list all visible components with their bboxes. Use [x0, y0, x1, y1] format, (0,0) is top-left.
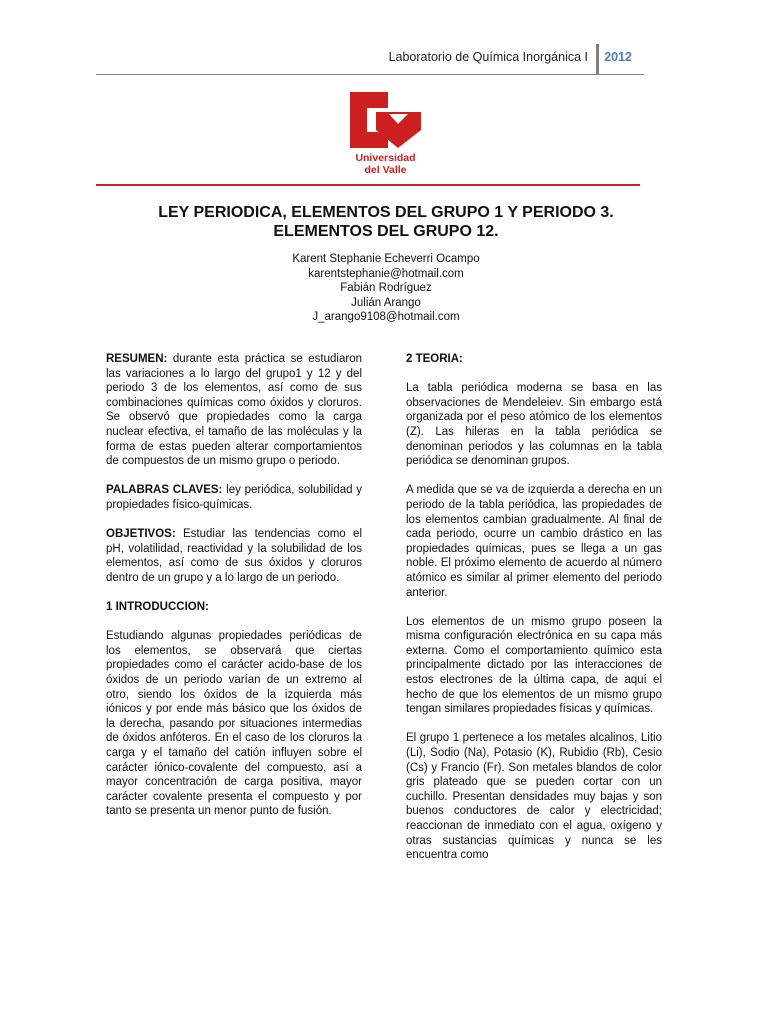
- header-year: 2012: [604, 50, 632, 64]
- page-header: [96, 44, 644, 75]
- abstract-text: durante esta práctica se estudiaron las variaciones a lo largo del grupo1 y 12 y del periodo 3 de los elementos, así como de sus combinaciones químicas como óxidos y cloruros. Se observó que propiedades como la carga nuclear efectiva, el tamaño de las moléculas y la forma de estas pueden alterar comportamientos de compuestos de un mismo grupo o periodo.: [106, 353, 362, 468]
- theory-paragraph: Los elementos de un mismo grupo poseen la misma configuración electrónica en su capa más externa. Como el comportamiento químico esta principalmente dictado por las interacciones de estos electrones de la última capa, de aquí el hecho de que los elementos de un mismo grupo tengan similares propiedades físicas y químicas.: [406, 615, 662, 716]
- logo-text-line2: del Valle: [364, 164, 407, 176]
- university-logo: [348, 90, 423, 180]
- document-title: [96, 203, 676, 241]
- abstract-paragraph: [106, 352, 362, 469]
- keywords-text: ley periódica, solubilidad y propiedades físico-químicas.: [106, 484, 362, 511]
- objectives-text: Estudiar las tendencias como el pH, volatilidad, reactividad y la solubilidad de los elementos, así como de sus óxidos y cloruros dentro de un grupo y a lo largo de un periodo.: [106, 528, 362, 584]
- title-line-1: LEY PERIODICA, ELEMENTOS DEL GRUPO 1 Y PERIODO 3.: [158, 204, 614, 221]
- author-email: karentstephanie@hotmail.com: [308, 267, 464, 280]
- objectives-paragraph: [106, 527, 362, 585]
- header-course-title: Laboratorio de Química Inorgánica I: [388, 50, 588, 64]
- right-column: [406, 352, 662, 877]
- author-block: [196, 252, 576, 325]
- keywords-paragraph: [106, 483, 362, 512]
- theory-paragraph: A medida que se va de izquierda a derecha en un periodo de la tabla periódica, las propiedades de los elementos cambian gradualmente. Al final de cada periodo, ocurre un cambio drástico en las propiedades químicas, pues se llega a un gas noble. El próximo elemento de acuerdo al número atómico es similar al primer elemento del periodo anterior.: [406, 484, 662, 599]
- keywords-label: PALABRAS CLAVES:: [106, 484, 223, 497]
- theory-heading: 2 TEORIA:: [406, 353, 463, 365]
- introduction-heading: 1 INTRODUCCION:: [106, 601, 209, 614]
- univalle-emblem-icon: [348, 90, 423, 150]
- introduction-paragraph: Estudiando algunas propiedades periódicas de los elementos, se observará que ciertas propiedades como el carácter acido-base de los óxidos de un periodo varían de un extremo al otro, siendo los óxidos de la izquierda más iónicos y por ende más básico que los óxidos de la derecha, pasando por situaciones intermedias de óxidos anfóteros. En el caso de los cloruros la carga y el tamaño del catión influyen sobre el carácter iónico-covalente del compuesto, así a mayor concentración de carga positiva, mayor carácter covalente presenta el compuesto y por tanto se presenta un menor punto de fusión.: [106, 630, 362, 818]
- header-divider: [596, 44, 599, 74]
- theory-paragraph: La tabla periódica moderna se basa en las observaciones de Mendeleiev. Sin embargo está organizada por el peso atómico de los elementos (Z). Las hileras en la tabla periódica se denominan periodos y las columnas en la tabla periódica se denominan grupos.: [406, 382, 662, 468]
- author-email: J_arango9108@hotmail.com: [312, 311, 460, 324]
- abstract-label: RESUMEN:: [106, 353, 168, 365]
- title-line-2: ELEMENTOS DEL GRUPO 12.: [273, 223, 499, 240]
- logo-text-line1: Universidad: [355, 152, 416, 164]
- author-name: Julián Arango: [351, 296, 421, 309]
- objectives-label: OBJETIVOS:: [106, 528, 176, 541]
- left-column: [106, 352, 362, 834]
- theory-paragraph: El grupo 1 pertenece a los metales alcalinos, Litio (Li), Sodio (Na), Potasio (K), Rubidio (Rb), Cesio (Cs) y Francio (Fr). Son metales blandos de color gris plateado que se pueden cortar con un cuchillo. Presentan densidades muy bajas y son buenos conductores de calor y electricidad; reaccionan de inmediato con el agua, oxígeno y otras sustancias químicas y nunca se les encuentra como: [406, 732, 662, 862]
- author-name: Fabián Rodríguez: [340, 282, 432, 295]
- title-divider: [96, 184, 640, 186]
- author-name: Karent Stephanie Echeverri Ocampo: [292, 253, 480, 265]
